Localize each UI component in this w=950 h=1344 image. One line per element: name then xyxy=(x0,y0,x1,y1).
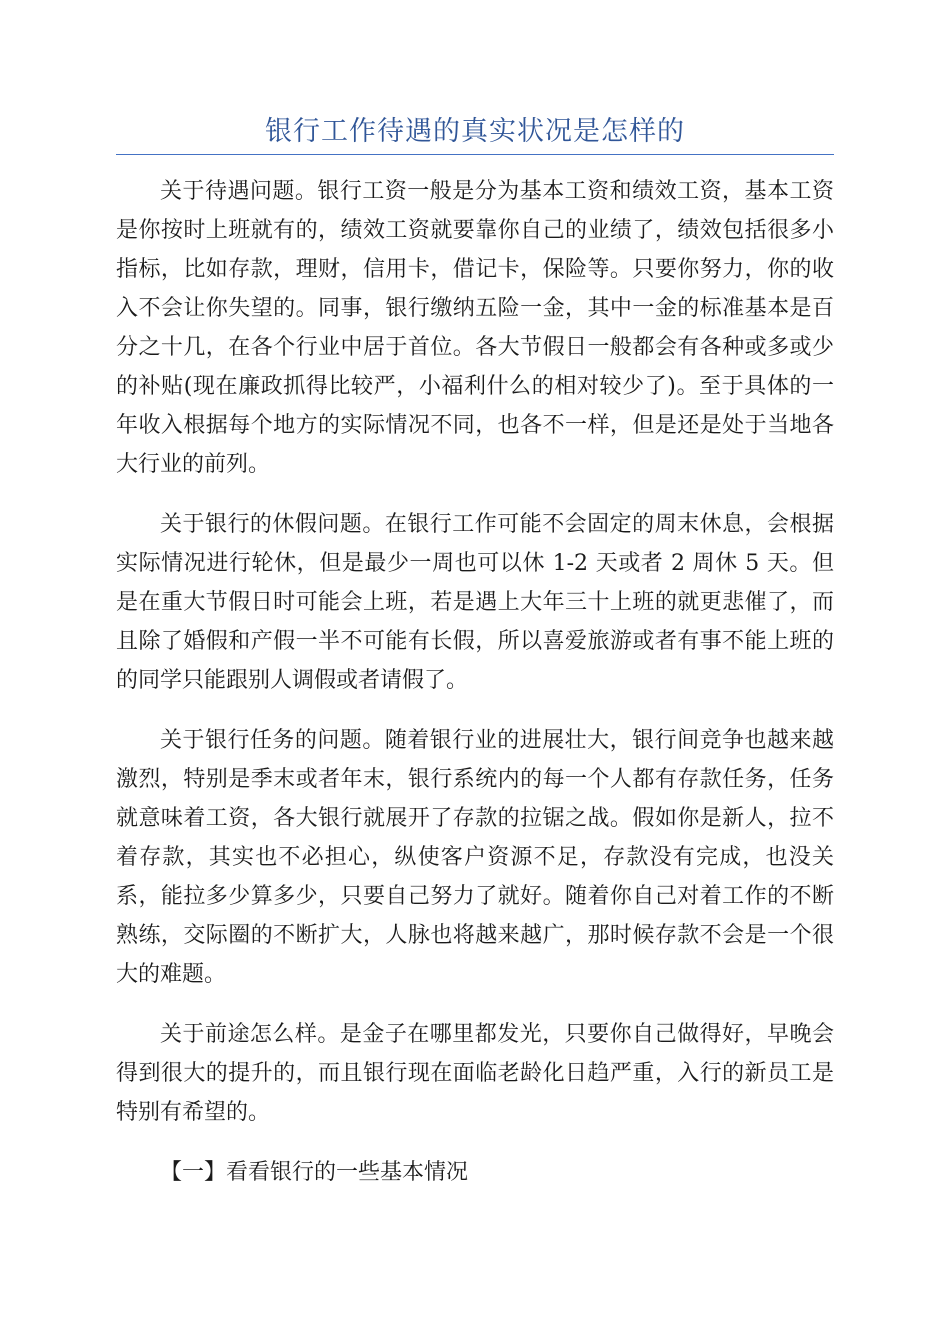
paragraph-vacation: 关于银行的休假问题。在银行工作可能不会固定的周末休息，会根据实际情况进行轮休，但是最少一周也可以休 1-2 天或者 2 周休 5 天。但是在重大节假日时可能会上班，若是遇上大年三十上班的就更悲催了，而且除了婚假和产假一半不可能有长假，所以喜爱旅游或者有事不能上班的的同学只能跟别人调假或者请假了。 xyxy=(116,512,834,693)
document-title: 银行工作待遇的真实状况是怎样的 xyxy=(265,116,685,147)
title-underline xyxy=(116,154,834,155)
paragraph-salary: 关于待遇问题。银行工资一般是分为基本工资和绩效工资，基本工资是你按时上班就有的，绩效工资就要靠你自己的业绩了，绩效包括很多小指标，比如存款，理财，信用卡，借记卡，保险等。只要你努力，你的收入不会让你失望的。同事，银行缴纳五险一金，其中一金的标准基本是百分之十几，在各个行业中居于首位。各大节假日一般都会有各种或多或少的补贴(现在廉政抓得比较严，小福利什么的相对较少了)。至于具体的一年收入根据每个地方的实际情况不同，也各不一样，但是还是处于当地各大行业的前列。 xyxy=(116,179,834,477)
paragraph-future: 关于前途怎么样。是金子在哪里都发光，只要你自己做得好，早晚会得到很大的提升的，而且银行现在面临老龄化日趋严重，入行的新员工是特别有希望的。 xyxy=(116,1022,834,1125)
paragraph-tasks: 关于银行任务的问题。随着银行业的进展壮大，银行间竞争也越来越激烈，特别是季末或者年末，银行系统内的每一个人都有存款任务，任务就意味着工资，各大银行就展开了存款的拉锯之战。假如你是新人，拉不着存款，其实也不必担心，纵使客户资源不足，存款没有完成，也没关系，能拉多少算多少，只要自己努力了就好。随着你自己对着工作的不断熟练，交际圈的不断扩大，人脉也将越来越广，那时候存款不会是一个很大的难题。 xyxy=(116,728,834,987)
document-body xyxy=(116,172,834,1213)
section-heading: 【一】看看银行的一些基本情况 xyxy=(160,1160,469,1185)
